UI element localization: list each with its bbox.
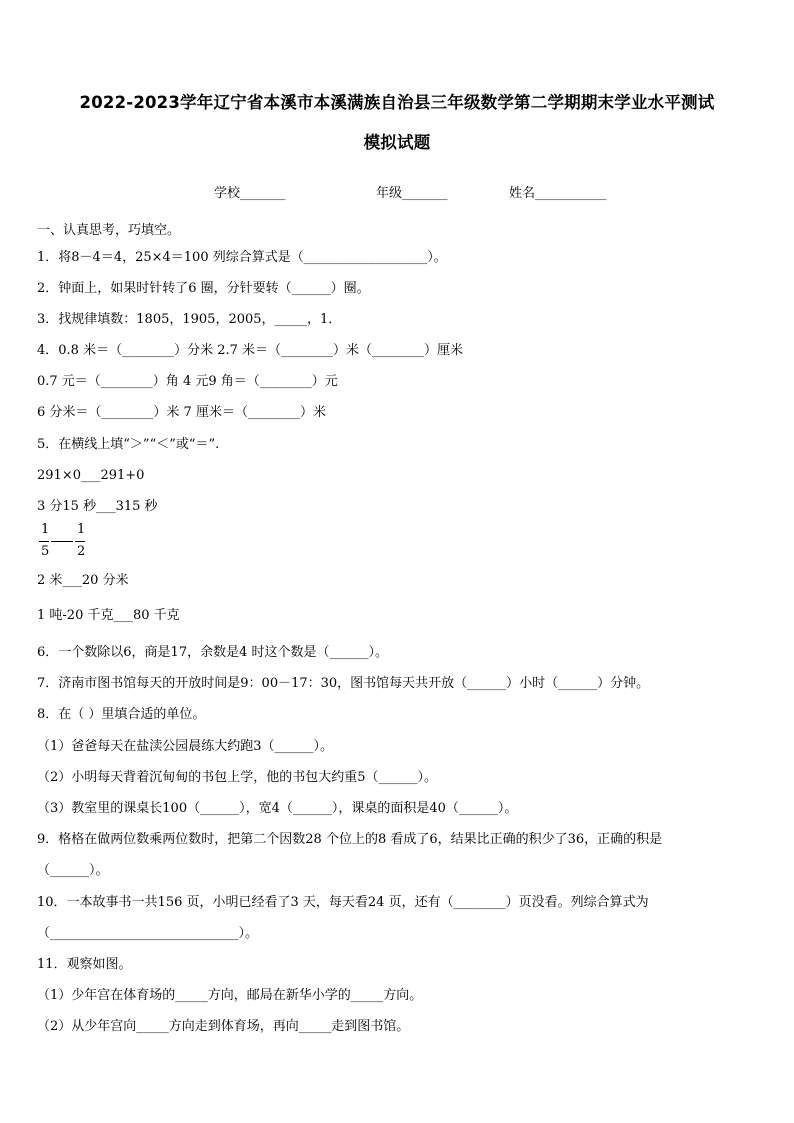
question-10: 10．一本故事书一共156 页，小明已经看了3 天，每天看24 页，还有（________）页没看。列综合算式为 <box>37 895 649 910</box>
question-11-part-1: （1）少年宫在体育场的_____方向，邮局在新华小学的_____方向。 <box>37 988 423 1003</box>
question-8-part-1: （1）爸爸每天在盐渎公园晨练大约跑3（______）。 <box>37 739 334 754</box>
grade-field[interactable]: 年级_______ <box>376 186 448 201</box>
compare-item-4: 2 米___20 分米 <box>37 573 129 588</box>
question-11-part-2: （2）从少年宫向_____方向走到体育场，再向_____走到图书馆。 <box>37 1019 410 1034</box>
fraction-left-denominator: 5 <box>41 544 50 559</box>
question-7: 7．济南市图书馆每天的开放时间是9：00－17：30，图书馆每天共开放（______）小时（______）分钟。 <box>37 676 650 691</box>
question-4: 4．0.8 米＝（________）分米 2.7 米＝（________）米（________）厘米 <box>37 343 464 358</box>
question-8-part-2: （2）小明每天背着沉甸甸的书包上学，他的书包大约重5（______）。 <box>37 770 438 785</box>
question-4-line-2: 0.7 元＝（________）角 4 元9 角＝（________）元 <box>37 374 338 389</box>
fraction-bar <box>39 541 49 542</box>
question-5: 5．在横线上填“＞”“＜”或“＝”. <box>37 437 220 452</box>
fraction-right-denominator: 2 <box>77 544 86 559</box>
page-subtitle: 模拟试题 <box>363 133 431 152</box>
question-9-answer: （______）。 <box>37 863 109 878</box>
question-1: 1．将8－4＝4，25×4＝100 列综合算式是（___________________）。 <box>37 250 447 265</box>
question-11: 11．观察如图。 <box>37 957 132 972</box>
fraction-left-numerator: 1 <box>41 522 50 537</box>
page-title: 2022-2023学年辽宁省本溪市本溪满族自治县三年级数学第二学期期末学业水平测试 <box>79 93 715 112</box>
question-9: 9．格格在做两位数乘两位数时，把第二个因数28 个位上的8 看成了6，结果比正确的积少了36，正确的积是 <box>37 832 663 847</box>
compare-item-1: 291×0___291+0 <box>37 468 145 483</box>
question-2: 2．钟面上，如果时针转了6 圈，分针要转（______）圈。 <box>37 281 370 296</box>
answer-blank[interactable] <box>51 541 73 542</box>
compare-item-2: 3 分15 秒___315 秒 <box>37 499 158 514</box>
question-8: 8．在（ ）里填合适的单位。 <box>37 707 206 722</box>
name-field[interactable]: 姓名___________ <box>509 186 607 201</box>
question-10-answer: （_____________________________）。 <box>37 926 259 941</box>
question-6: 6．一个数除以6，商是17，余数是4 时这个数是（______）。 <box>37 645 388 660</box>
question-4-line-3: 6 分米＝（________）米 7 厘米＝（________）米 <box>37 405 326 420</box>
fraction-compare <box>37 522 97 564</box>
fraction-bar <box>75 541 85 542</box>
compare-item-5: 1 吨-20 千克___80 千克 <box>37 608 180 623</box>
section-heading: 一、认真思考，巧填空。 <box>37 223 181 238</box>
question-8-part-3: （3）教室里的课桌长100（______），宽4（______），课桌的面积是40（______）。 <box>37 801 518 816</box>
question-3: 3．找规律填数：1805，1905，2005，_____，1． <box>37 312 342 327</box>
fraction-right-numerator: 1 <box>77 522 86 537</box>
school-field[interactable]: 学校_______ <box>214 186 286 201</box>
